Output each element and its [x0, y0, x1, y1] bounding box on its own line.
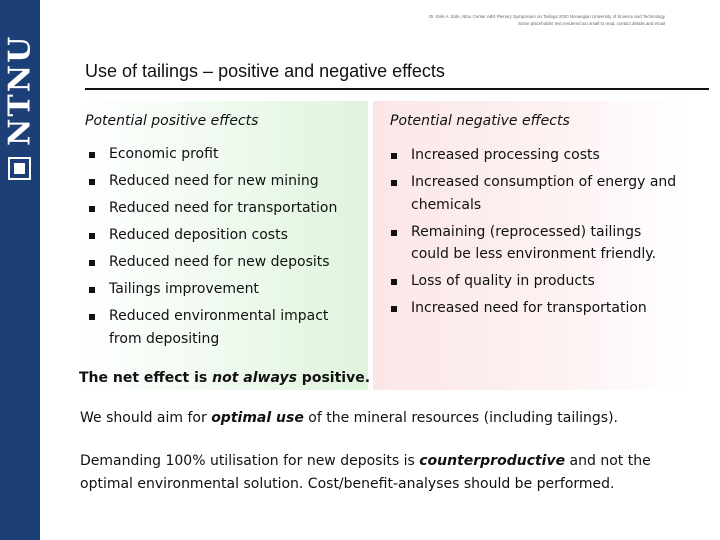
positive-item	[87, 251, 357, 274]
negative-item-text: Increased consumption of energy and chemicals	[411, 174, 677, 213]
conclusion-pre: The net effect is	[79, 370, 213, 386]
paragraph1-pre: We should aim for	[80, 410, 212, 426]
negative-item-text: Increased processing costs	[411, 147, 600, 163]
ntnu-sidebar	[0, 0, 40, 540]
ntnu-logo-square-icon	[8, 157, 31, 180]
bullet-icon	[391, 180, 397, 186]
positive-item	[87, 197, 357, 220]
positive-item	[87, 143, 357, 166]
header-note-line1: Dr. Eirik A. Eide, Ntnu Center ABS Plenary Symposium on Tailings 2020 Norwegian University of Science and Technology	[429, 14, 665, 19]
negative-item-text: Remaining (reprocessed) tailings could be less environment friendly.	[411, 223, 657, 262]
net-effect-conclusion	[79, 370, 370, 386]
header-note-line2: Some placeholder text rendered too small to read, contact details and email	[518, 21, 665, 26]
positive-item-text: Tailings improvement	[109, 281, 259, 297]
negative-item	[389, 171, 679, 216]
bullet-icon	[391, 153, 397, 159]
paragraph2-emphasis: counterproductive	[419, 453, 566, 469]
conclusion-post: positive.	[296, 370, 371, 386]
paragraph1-post: of the mineral resources (including tailings).	[303, 410, 619, 426]
positive-effects-panel	[76, 101, 371, 390]
positive-item	[87, 305, 357, 350]
negative-list	[389, 144, 679, 324]
utilisation-paragraph	[80, 450, 660, 496]
positive-item-text: Economic profit	[109, 146, 219, 162]
bullet-icon	[89, 314, 95, 320]
negative-heading: Potential negative effects	[390, 113, 570, 129]
positive-heading: Potential positive effects	[85, 113, 259, 129]
negative-item	[389, 297, 679, 320]
negative-effects-panel	[373, 101, 687, 390]
positive-item-text: Reduced environmental impact from depositing	[109, 308, 329, 347]
conclusion-emphasis: not always	[212, 370, 297, 386]
paragraph2-post: and not the optimal environmental solution. Cost/benefit-analyses should be performed.	[80, 453, 651, 492]
title-underline	[85, 88, 709, 90]
optimal-use-paragraph	[80, 407, 660, 430]
negative-item-text: Increased need for transportation	[411, 300, 647, 316]
negative-item	[389, 144, 679, 167]
bullet-icon	[391, 306, 397, 312]
bullet-icon	[391, 230, 397, 236]
slide-title: Use of tailings – positive and negative effects	[85, 61, 445, 81]
positive-item	[87, 278, 357, 301]
negative-item	[389, 270, 679, 293]
bullet-icon	[89, 206, 95, 212]
positive-list	[87, 143, 357, 355]
positive-item-text: Reduced need for new mining	[109, 173, 319, 189]
paragraph2-pre: Demanding 100% utilisation for new deposits is	[80, 453, 420, 469]
positive-item-text: Reduced need for transportation	[109, 200, 338, 216]
bullet-icon	[89, 287, 95, 293]
positive-item-text: Reduced need for new deposits	[109, 254, 330, 270]
positive-item	[87, 170, 357, 193]
positive-item	[87, 224, 357, 247]
bullet-icon	[89, 260, 95, 266]
bullet-icon	[89, 152, 95, 158]
paragraph1-emphasis: optimal use	[211, 410, 304, 426]
negative-item-text: Loss of quality in products	[411, 273, 595, 289]
negative-item	[389, 221, 679, 266]
bullet-icon	[89, 179, 95, 185]
header-note	[360, 13, 665, 27]
ntnu-logo: NTNU	[2, 34, 38, 146]
bullet-icon	[89, 233, 95, 239]
positive-item-text: Reduced deposition costs	[109, 227, 288, 243]
bullet-icon	[391, 279, 397, 285]
